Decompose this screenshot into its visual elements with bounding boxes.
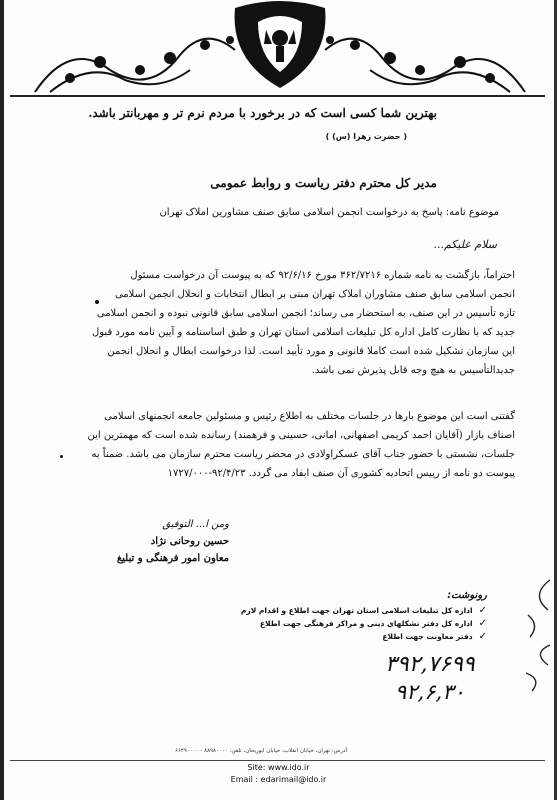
body-line: جدید که با نظارت کامل اداره کل تبلیغات اسلامی استان تهران و طبق اساسنامه و آیین نامه مورد قبول [92, 327, 515, 338]
cc-list [241, 604, 487, 643]
body-line: گفتنی است این موضوع بارها در جلسات مختلف به اطلاع رئیس و مسئولین جامعه انجمنهای اسلامی [104, 411, 515, 422]
body-line: احتراماً، بازگشت به نامه شماره ۳۶۲/۷۲۱۶ مورخ ۹۲/۶/۱۶ که به پیوست آن درخواست مسئول [130, 270, 515, 281]
scan-edge-left [0, 0, 4, 800]
ornamental-header-border [30, 0, 530, 95]
cc-item: ✓ اداره کل تبلیغات اسلامی استان تهران جهت اطلاع و اقدام لازم [241, 604, 487, 617]
signature-closing: ومن ا... التوفیق [162, 519, 229, 530]
body-line: تازه تأسیس در این صنف، به استحضار می رساند؛ انجمن اسلامی سابق قانونی نبوده و انجمن اسلامی [96, 308, 515, 319]
handwritten-registration-date: ۹۲,۶,۳۰ [395, 680, 465, 704]
body-line: جدیدالتأسیس به هیچ وجه قابل پذیرش نمی باشد. [311, 365, 515, 376]
cc-item: ✓ دفتر معاونت جهت اطلاع [241, 630, 487, 643]
scan-speck [95, 300, 99, 304]
header-quote-source: ( حضرت زهرا (س) ) [325, 132, 407, 141]
handwritten-registration-number: ۳۹۲,۷۶۹۹ [385, 652, 475, 677]
footer-website: Site: www.ido.ir [247, 763, 310, 772]
footer-rule [10, 760, 545, 761]
body-line: انجمن اسلامی سابق صنف مشاوران املاک تهران مبنی بر ابطال انتخابات و انحلال انجمن اسلامی [114, 289, 515, 300]
header-quote: بهترین شما کسی است که در برخورد با مردم نرم تر و مهربانتر باشد. [88, 106, 437, 120]
letter-body-paragraph-1 [45, 266, 515, 380]
header-rule [10, 95, 545, 97]
body-line: جلسات، نشستی با حضور جناب آقای عسکراولادی در محضر ریاست محترم سازمان می باشد. ضمناً به [91, 449, 515, 460]
letter-subject: موضوع نامه: پاسخ به درخواست انجمن اسلامی سابق صنف مشاورین املاک تهران [159, 207, 499, 218]
signatory-title: معاون امور فرهنگی و تبلیغ [116, 553, 229, 564]
footer-email: Email : edarimail@ido.ir [230, 775, 327, 784]
letter-body-paragraph-2 [40, 407, 515, 483]
footer-address: آدرس: تهران، خیابان انقلاب، خیابان ابوریحان، تلفن: ۸۸۹۸۰۰۰۰ - ۶۶۴۹۰۰۰۰ [175, 748, 347, 754]
cc-title: رونوشت: [447, 590, 487, 601]
body-line: این سازمان تشکیل شده است کاملا قانونی و مورد تأیید است. لذا درخواست ابطال و انحلال انجمن [107, 346, 515, 357]
signatory-name: حسین روحانی نژاد [150, 536, 229, 547]
scan-speck [60, 455, 63, 458]
signature-block [117, 516, 229, 567]
body-line: پیوست دو نامه از رییس اتحادیه کشوری آن صنف ابفاد می گردد. ۹۲/۴/۲۳-۱۷۲۷/۰۰۰ [167, 468, 515, 479]
letter-addressee: مدیر کل محترم دفتر ریاست و روابط عمومی [210, 176, 437, 190]
cc-item: ✓ اداره کل دفتر تشکلهای دینی و مراکز فرهنگی جهت اطلاع [241, 617, 487, 630]
margin-stamp-fragment [520, 575, 557, 695]
letter-greeting: سلام علیکم... [433, 238, 497, 251]
body-line: اصناف بازار (آقایان احمد کریمی اصفهانی، امانی، حسینی و فرهمند) رسانده شده است که مهمترین این [87, 430, 515, 441]
